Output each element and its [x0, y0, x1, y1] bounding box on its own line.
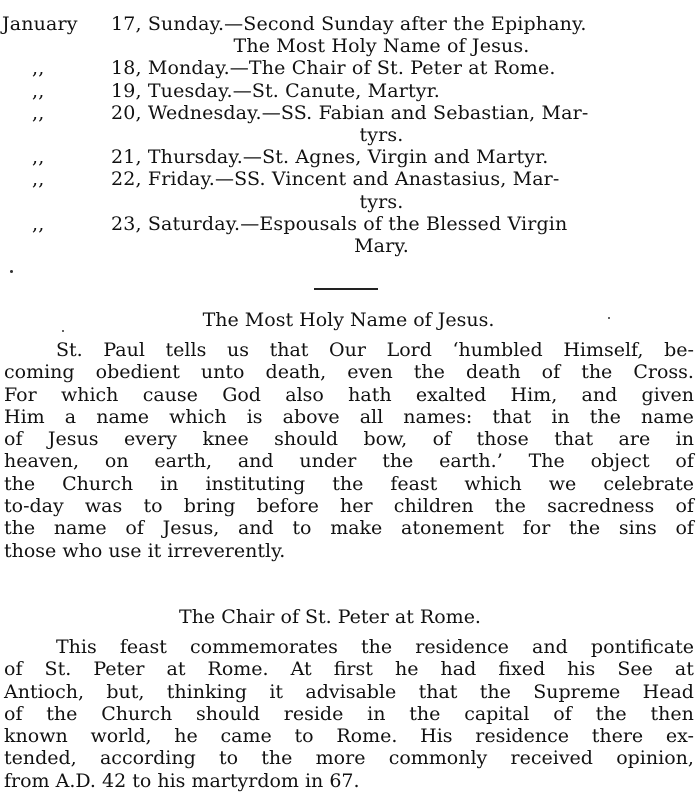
paragraph-line: coming obedient unto death, even the death of the Cross.: [4, 361, 694, 384]
paragraph-line: tended, according to the more commonly received opinion,: [4, 747, 694, 770]
paragraph-line: heaven, on earth, and under the earth.’ The object of: [4, 450, 694, 473]
print-speck: [10, 270, 13, 273]
paragraph-line: the Church in instituting the feast which we celebrate: [4, 472, 694, 495]
section-paragraph: [4, 339, 694, 562]
calendar-entry-text: 17, Sunday.—Second Sunday after the Epiphany.: [111, 13, 587, 35]
calendar-entry: [2, 168, 692, 190]
ditto-mark: ,,: [32, 146, 45, 169]
calendar-entry-text: 21, Thursday.—St. Agnes, Virgin and Martyr.: [111, 146, 549, 169]
calendar-entry: [2, 213, 692, 235]
calendar-entry-text: tyrs.: [359, 124, 404, 147]
calendar-entry-text: 18, Monday.—The Chair of St. Peter at Rome.: [111, 57, 556, 80]
calendar-month: January: [2, 13, 78, 35]
paragraph-line: of the Church should reside in the capital of the then: [4, 702, 694, 725]
paragraph-line: those who use it irreverently.: [4, 539, 286, 562]
paragraph-line: the name of Jesus, and to make atonement for the sins of: [4, 517, 694, 540]
print-speck: [608, 317, 610, 319]
calendar-entry-text: tyrs.: [359, 190, 404, 213]
calendar-entry-text: Mary.: [354, 235, 409, 258]
calendar-entry-continuation: [2, 35, 692, 57]
calendar-entry-continuation: [2, 124, 692, 146]
calendar-entry: [2, 80, 692, 102]
section-heading: The Most Holy Name of Jesus.: [202, 309, 495, 331]
calendar-entry-text: 20, Wednesday.—SS. Fabian and Sebastian, Mar-: [111, 101, 589, 124]
paragraph-line: For which cause God also hath exalted Him, and given: [4, 383, 694, 406]
ditto-mark: ,,: [32, 57, 45, 80]
paragraph-line: known world, he came to Rome. His residence there ex-: [4, 725, 694, 748]
calendar-entry-text: The Most Holy Name of Jesus.: [233, 35, 530, 58]
calendar-entry-continuation: [2, 235, 692, 257]
section-divider: [314, 288, 378, 290]
calendar-entry: [2, 102, 692, 124]
calendar-list: [2, 13, 692, 257]
ditto-mark: ,,: [32, 101, 45, 124]
paragraph-line: of Jesus every knee should bow, of those that are in: [4, 428, 694, 451]
paragraph-line: Him a name which is above all names: that in the name: [4, 405, 694, 428]
section-heading: The Chair of St. Peter at Rome.: [179, 606, 481, 628]
calendar-entry-text: 22, Friday.—SS. Vincent and Anastasius, Mar-: [111, 168, 560, 191]
print-speck: [62, 330, 64, 332]
paragraph-line: from A.D. 42 to his martyrdom in 67.: [4, 769, 360, 792]
ditto-mark: ,,: [32, 212, 45, 235]
calendar-entry: [2, 13, 692, 35]
paragraph-line: Antioch, but, thinking it advisable that the Supreme Head: [4, 680, 694, 703]
calendar-entry-text: 23, Saturday.—Espousals of the Blessed Virgin: [111, 212, 568, 235]
paragraph-line: St. Paul tells us that Our Lord ‘humbled Himself, be-: [56, 339, 694, 361]
calendar-entry-text: 19, Tuesday.—St. Canute, Martyr.: [111, 79, 440, 102]
paragraph-line: to-day was to bring before her children the sacredness of: [4, 495, 694, 518]
calendar-entry: [2, 146, 692, 168]
ditto-mark: ,,: [32, 79, 45, 102]
paragraph-line: This feast commemorates the residence and pontificate: [56, 636, 694, 658]
calendar-entry-continuation: [2, 191, 692, 213]
calendar-entry: [2, 57, 692, 79]
paragraph-line: of St. Peter at Rome. At first he had fixed his See at: [4, 658, 694, 681]
ditto-mark: ,,: [32, 168, 45, 191]
